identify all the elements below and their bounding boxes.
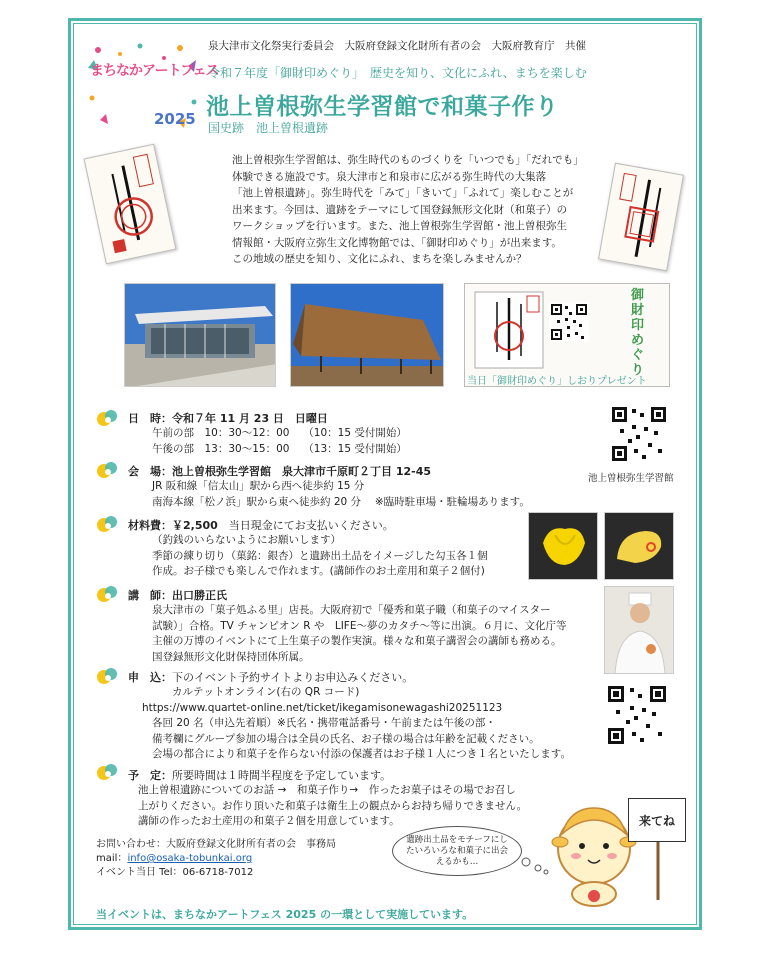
logo-year: 2025 [154, 110, 196, 128]
intro-line: 池上曽根弥生学習館は、弥生時代のものづくりを「いつでも」「だれでも」 [232, 154, 584, 166]
building-photo [124, 283, 276, 387]
apply-line: 会場の都合により和菓子を作らない付添の保護者はお子様１人につき１名といたします。 [152, 748, 571, 760]
instructor-line: 泉大津市の「菓子処ふる里」店長。大阪府初で「優秀和菓子職（和菓子のマイスター [152, 604, 551, 616]
thatched-house-photo [290, 283, 444, 387]
section-apply [128, 666, 571, 763]
bullet-icon [96, 666, 120, 686]
intro-line: 情報館・大阪府立弥生文化博物館では、「御財印めぐり」が出来ます。 [232, 236, 562, 249]
stamp-card-panel [464, 283, 670, 387]
schedule-line: 講師の作ったお土産用の和菓子２個を用意しています。 [138, 815, 400, 827]
bullet-icon [96, 514, 120, 534]
apply-url[interactable]: https://www.quartet-online.net/ticket/ikegamisonewagashi20251123 [142, 701, 503, 714]
logo-text: まちなかアートフェス [90, 63, 219, 79]
section-fee [128, 514, 488, 580]
bullet-icon [96, 408, 120, 428]
intro-line: この地域の歴史を知り、文化にふれ、まちを楽しみませんか？ [232, 253, 527, 265]
intro-text [232, 152, 628, 268]
subtitle: 国史跡 池上曽根遺跡 [208, 121, 329, 135]
schedule-line: 上がりください。お作り頂いた和菓子は衛生上の観点からお持ち帰りできません。 [138, 799, 528, 812]
mail-label: mail： [96, 853, 128, 864]
contact-tel: イベント当日 Tel：06-6718-7012 [96, 867, 254, 878]
intro-line: 出来ます。今回は、遺跡をテーマにして国登録無形文化財（和菓子）の [232, 203, 568, 216]
instructor-line: 国登録無形文化財保持団体所属。 [152, 650, 310, 663]
section-instructor [128, 584, 566, 665]
instructor-line: 主催の万博のイベントにて上生菓子の製作実演。様々な和菓子講習会の講師も務める。 [152, 635, 562, 647]
venue-qr-code[interactable] [610, 405, 668, 463]
bullet-icon [96, 584, 120, 604]
section-datetime [128, 407, 407, 457]
fee-value: ￥2,500 [172, 519, 218, 532]
instructor-value: 出口勝正氏 [172, 589, 227, 602]
mascot [550, 790, 690, 908]
datetime-line: 午前の部 10：30～12：00 （10：15 受付開始） [152, 427, 407, 439]
contact-email-link[interactable]: info@osaka-tobunkai.org [127, 853, 253, 864]
instructor-line: 試験）」合格。TV チャンピオン R や LIFE～夢のカタチ～等に出演。６月に、文化庁等 [152, 619, 567, 632]
page-title: 池上曽根弥生学習館で和菓子作り [206, 94, 559, 120]
section-schedule [128, 764, 527, 830]
fee-note: 当日現金にてお支払いください。 [217, 519, 394, 532]
footer-note: 当イベントは、まちなかアートフェス 2025 の一環として実施しています。 [96, 908, 474, 921]
datetime-value: 令和７年 11 月 23 日 日曜日 [172, 412, 328, 425]
apply-qr-code[interactable] [606, 684, 668, 746]
section-venue [128, 460, 530, 510]
stamp-image [473, 290, 545, 370]
venue-value: 池上曽根弥生学習館 泉大津市千原町２丁目 12-45 [172, 465, 432, 478]
venue-line: JR 阪和線「信太山」駅から西へ徒歩約 15 分 [152, 480, 365, 492]
apply-label: 申 込： [128, 671, 172, 684]
bubble-tail [520, 856, 550, 876]
organizers: 泉大津市文化祭実行委員会 大阪府登録文化財所有者の会 大阪府教育庁 共催 [208, 40, 586, 52]
contact-info [96, 838, 336, 880]
bubble-text: 遺跡出土品をモチーフにしたいろいろな和菓子に出会えるかも… [405, 834, 508, 867]
contact-org: お問い合わせ：大阪府登録文化財所有者の会 事務局 [96, 839, 336, 850]
tagline: 令和７年度「御財印めぐり」 歴史を知り、文化にふれ、まちを楽しむ [208, 66, 587, 80]
schedule-value: 所要時間は１時間半程度を予定しています。 [172, 769, 392, 782]
venue-label: 会 場： [128, 465, 172, 478]
bullet-icon [96, 460, 120, 480]
festival-logo [80, 38, 219, 134]
fee-line: 作成。お子様でも楽しんで作れます。(講師作のお土産用和菓子２個付) [152, 565, 485, 577]
fee-label: 材料費： [128, 519, 172, 532]
fee-line: 季節の練り切り（菓銘：銀杏）と遺跡出土品をイメージした勾玉各１個 [152, 549, 488, 562]
intro-line: 体験できる施設です。泉大津市と和泉市に広がる弥生時代の大集落 [232, 170, 547, 183]
fee-line: （釣銭のいらないようにお願いします） [152, 534, 341, 546]
qr-caption: 池上曽根弥生学習館 [588, 473, 674, 484]
datetime-label: 日 時： [128, 412, 172, 425]
wagashi-ginkgo-photo [528, 512, 598, 580]
intro-line: 「池上曽根遺跡」。弥生時代を「みて」「きいて」「ふれて」楽しむことが [232, 187, 574, 199]
gozaiin-vertical-label: 御財印めぐり [631, 288, 645, 378]
bullet-icon [96, 762, 120, 782]
instructor-photo [604, 586, 674, 674]
apply-line: 備考欄にグループ参加の場合は全員の氏名、お子様の場合は年齢を記載ください。 [152, 732, 540, 745]
instructor-label: 講 師： [128, 589, 172, 602]
apply-line: カルテットオンライン(右の QR コード) [172, 686, 360, 698]
stamp-qr [549, 302, 589, 342]
stamp-card-caption: 当日「御財印めぐり」しおりプレゼント [467, 376, 647, 387]
schedule-line: 池上曽根遺跡についてのお話 → 和菓子作り→ 作ったお菓子はその場でお召し [138, 784, 516, 796]
wagashi-magatama-photo [604, 512, 674, 580]
intro-line: ワークショップを行います。また、池上曽根弥生学習館・池上曽根弥生 [232, 220, 567, 232]
datetime-line: 午後の部 13：30～15：00 （13：15 受付開始） [152, 442, 407, 455]
schedule-label: 予 定： [128, 769, 172, 782]
mascot-sign: 来てね [628, 798, 686, 842]
thought-bubble [392, 826, 522, 876]
apply-line: 各回 20 名（申込先着順）※氏名・携帯電話番号・午前または午後の部・ [152, 717, 496, 729]
apply-value: 下のイベント予約サイトよりお申込みください。 [172, 671, 414, 684]
venue-line: 南海本線「松ノ浜」駅から東へ徒歩約 20 分 ※臨時駐車場・駐輪場あります。 [152, 495, 530, 508]
